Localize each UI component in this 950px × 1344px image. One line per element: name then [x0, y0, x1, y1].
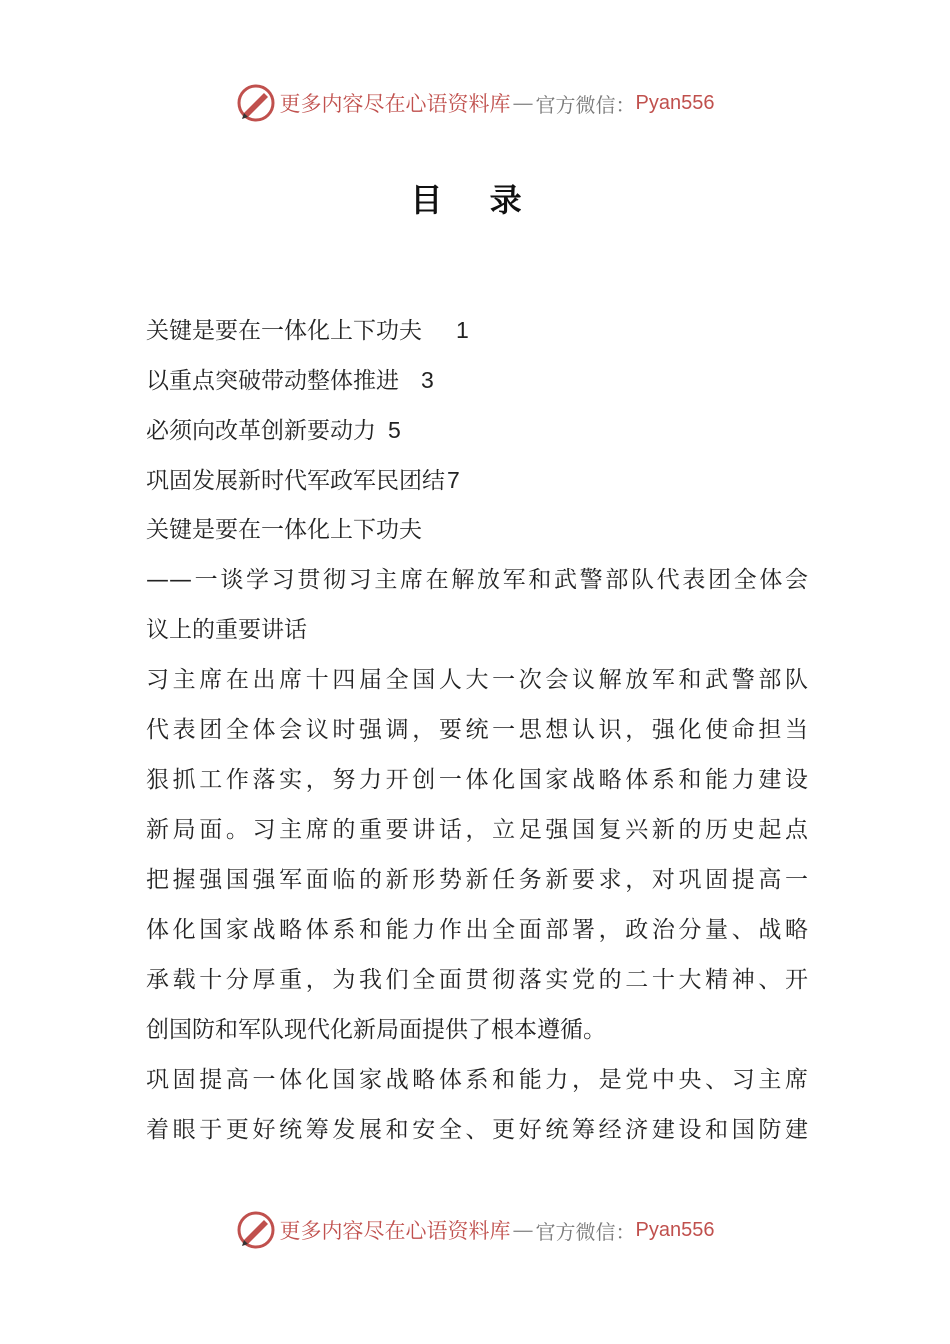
paragraph-line: 习主席在出席十四届全国人大一次会议解放军和武警部队 — [146, 667, 808, 693]
toc-entry — [146, 405, 808, 455]
article-heading: 关键是要在一体化上下功夫 — [146, 517, 422, 543]
watermark-wechat-label: 官方微信： — [535, 92, 636, 117]
toc-entry — [146, 355, 808, 405]
watermark-banner-bottom — [0, 1205, 950, 1255]
article-subtitle-line: ——一谈学习贯彻习主席在解放军和武警部队代表团全体会 — [146, 567, 808, 593]
document-body — [146, 305, 808, 1155]
watermark-text: 更多内容尽在心语资料库 — [279, 92, 511, 116]
toc-entry-title: 以重点突破带动整体推进 — [146, 368, 399, 394]
watermark-banner-top — [0, 78, 950, 128]
toc-entry-page: 3 — [421, 367, 434, 393]
paragraph-line: 巩固提高一体化国家战略体系和能力，是党中央、习主席 — [146, 1067, 808, 1093]
paragraph-line: 创国防和军队现代化新局面提供了根本遵循。 — [146, 1017, 606, 1043]
watermark-text: 更多内容尽在心语资料库 — [279, 1219, 511, 1243]
toc-entry — [146, 305, 808, 355]
paragraph-line: 新局面。习主席的重要讲话，立足强国复兴新的历史起点 — [146, 817, 808, 843]
toc-entry-title: 关键是要在一体化上下功夫 — [146, 318, 422, 344]
page-title: 目 录 — [410, 181, 540, 219]
pen-logo-icon — [236, 1210, 276, 1250]
toc-entry-page: 5 — [388, 417, 401, 443]
paragraph-line: 狠抓工作落实，努力开创一体化国家战略体系和能力建设 — [146, 767, 808, 793]
watermark-wechat-label: 官方微信： — [535, 1219, 636, 1244]
paragraph-line: 代表团全体会议时强调，要统一思想认识，强化使命担当 — [146, 717, 808, 743]
paragraph-line: 体化国家战略体系和能力作出全面部署，政治分量、战略 — [146, 917, 808, 943]
watermark-wechat-id: Pyan556 — [635, 1218, 715, 1241]
toc-entry-page: 7 — [447, 467, 460, 493]
toc-entry-page: 1 — [456, 317, 469, 343]
pen-logo-icon — [236, 83, 276, 123]
paragraph-line: 承载十分厚重，为我们全面贯彻落实党的二十大精神、开 — [146, 967, 808, 993]
toc-entry-title: 必须向改革创新要动力 — [146, 418, 376, 444]
article-subtitle-line: 议上的重要讲话 — [146, 617, 307, 643]
watermark-wechat-id: Pyan556 — [635, 91, 715, 114]
watermark-separator: — — [512, 91, 534, 115]
paragraph-line: 着眼于更好统筹发展和安全、更好统筹经济建设和国防建 — [146, 1117, 808, 1143]
paragraph-line: 把握强国强军面临的新形势新任务新要求，对巩固提高一 — [146, 867, 808, 893]
watermark-separator: — — [512, 1218, 534, 1242]
toc-entry — [146, 455, 808, 505]
toc-entry-title: 巩固发展新时代军政军民团结 — [146, 468, 445, 494]
